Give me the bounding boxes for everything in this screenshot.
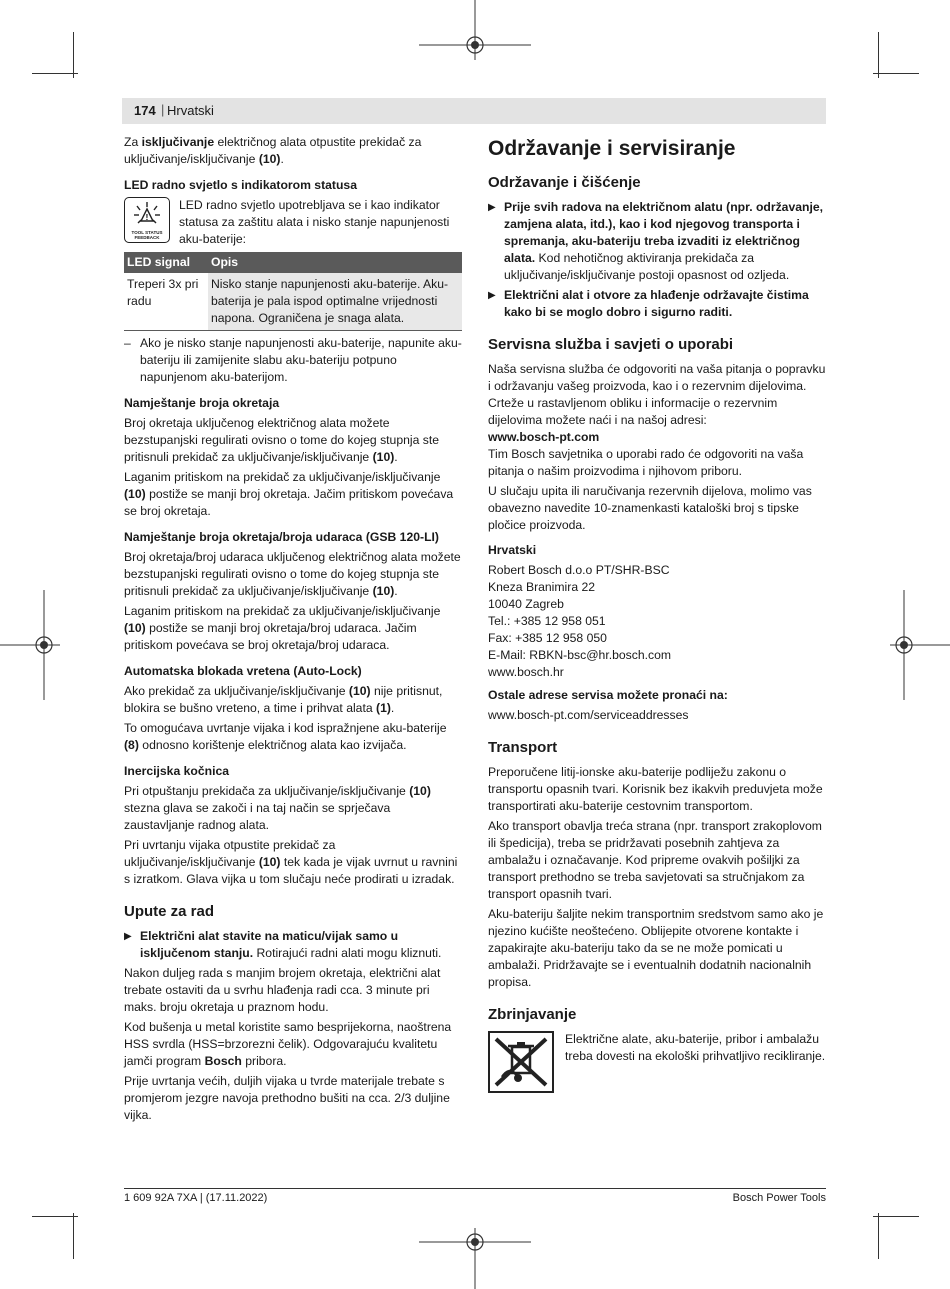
intro-paragraph: Za isključivanje električnog alata otpustite prekidač za uključivanje/isključivanje (10). [124,135,422,166]
crop-mark [873,73,919,74]
footer-doc-number: 1 609 92A 7XA | (17.11.2022) [124,1192,268,1204]
other-addresses-url[interactable]: www.bosch-pt.com/serviceaddresses [488,708,689,722]
transport-paragraph-3: Aku-bateriju šaljite nekim transportnim sredstvom samo ako je njezino kućište neoštećeno. Oblijepite otvorene kontakte i zapakirajte aku-bateriju tako da se ne može pomicati u ambalaži. Pridržavajte se i eventualnih dodatnih nacionalnih propisa. [488,907,824,989]
registration-mark-icon [419,0,531,60]
speed-paragraph-1: Broj okretaja uključenog električnog alata možete bezstupanjski regulirati ovisno o tome do kojeg stupnja ste pritisnuli prekidač za uključivanje/isključivanje (10). [124,416,440,464]
crop-mark [32,73,78,74]
address-line: Robert Bosch d.o.o PT/SHR-BSC [488,563,670,577]
impact-heading: Namještanje broja okretaja/broja udaraca (GSB 120-LI) [124,530,439,544]
work-heading: Upute za rad [124,903,215,920]
autolock-heading: Automatska blokada vretena (Auto-Lock) [124,664,362,678]
table-row [124,273,462,331]
autolock-paragraph-1: Ako prekidač za uključivanje/isključivanje (10) nije pritisnut, blokira se bušno vreteno, a time i prihvat alata (1). [124,684,443,715]
crop-mark [873,1216,919,1217]
weee-crossed-bin-icon [488,1031,554,1093]
bullet-arrow-icon: ▶ [124,931,132,942]
crop-mark [878,1213,879,1259]
bullet-arrow-icon: ▶ [488,290,496,301]
led-heading: LED radno svjetlo s indikatorom statusa [124,178,357,192]
impact-paragraph-2: Laganim pritiskom na prekidač za uključivanje/isključivanje (10) postiže se manji broj okretaja/broj udaraca. Jačim pritiskom povećava se broj okretaja/broj udaraca. [124,604,441,652]
service-address [488,562,826,681]
disposal-text: Električne alate, aku-baterije, pribor i ambalažu treba dovesti na ekološki prihvatljivo recikliranje. [565,1032,826,1063]
address-line[interactable]: www.bosch.hr [488,665,564,679]
crop-mark [32,1216,78,1217]
speed-paragraph-2: Laganim pritiskom na prekidač za uključivanje/isključivanje (10) postiže se manji broj okretaja. Jačim pritiskom povećava se broj okretaja. [124,470,454,518]
header-language: Hrvatski [167,103,214,118]
disposal-heading: Zbrinjavanje [488,1006,577,1023]
work-paragraph-1: Nakon duljeg rada s manjim brojem okretaja, električni alat trebate ostaviti da u svrhu hlađenja radi cca. 3 minute pri maks. broju okretaja u praznom hodu. [124,966,441,1014]
battery-note: – Ako je nisko stanje napunjenosti aku-baterije, napunite aku-bateriju ili zamijenite slabu aku-bateriju potpuno napunjenom aku-baterijom. [124,336,462,384]
transport-heading: Transport [488,739,558,756]
brake-heading: Inercijska kočnica [124,764,230,778]
table-cell-description: Nisko stanje napunjenosti aku-baterije. Aku-baterija je pala ispod optimalne vrijednosti napona. Ograničena je snaga alata. [208,273,462,331]
service-url[interactable]: www.bosch-pt.com [488,430,600,444]
impact-paragraph-1: Broj okretaja/broj udaraca uključenog električnog alata možete bezstupanjski regulirati ovisno o tome do kojeg stupnja ste pritisnuli prekidač za uključivanje/isključivanje (10). [124,550,461,598]
page-header [122,98,826,124]
led-signal-table [124,252,462,331]
other-addresses-label: Ostale adrese servisa možete pronaći na: [488,688,728,702]
crop-mark [878,32,879,78]
footer-divider [124,1188,826,1189]
cleaning-bullet-2: ▶ Električni alat i otvore za hlađenje održavajte čistima kako bi se moglo dobro i sigurno raditi. [488,288,809,319]
crop-mark [73,1213,74,1259]
crop-mark [73,32,74,78]
country-heading: Hrvatski [488,543,537,557]
address-line: 10040 Zagreb [488,597,564,611]
table-cell-signal: Treperi 3x pri radu [124,273,208,331]
speed-heading: Namještanje broja okretaja [124,396,280,410]
right-column [488,134,826,1093]
transport-paragraph-1: Preporučene litij-ionske aku-baterije podliježu zakonu o transportu opasnih tvari. Korisnik bez ikakvih preduvjeta može transportirati aku-baterije cestovnim transportom. [488,765,823,813]
header-separator: | [161,102,165,117]
service-heading: Servisna služba i savjeti o uporabi [488,336,734,353]
table-header-description: Opis [208,252,462,273]
address-line[interactable]: E-Mail: RBKN-bsc@hr.bosch.com [488,648,672,662]
cleaning-bullet-1: ▶ Prije svih radova na električnom alatu (npr. održavanje, zamjena alata, itd.), kao i kod njegovog transporta i spremanja, aku-bateriju treba izvaditi iz električnog alata. Kod nehotičnog aktiviranja prekidača za uključivanje/isključivanje postoji opasnost od ozljeda. [488,200,824,282]
disposal-info [488,1031,826,1093]
service-paragraph-2: Tim Bosch savjetnika o uporabi rado će odgovoriti na vaša pitanja o našim proizvodima i njihovom priboru. [488,447,804,478]
section-title: Održavanje i servisiranje [488,137,736,160]
cleaning-heading: Održavanje i čišćenje [488,174,641,191]
address-line: Kneza Branimira 22 [488,580,596,594]
tool-status-feedback-icon [124,197,170,243]
registration-mark-icon [419,1228,531,1289]
brake-paragraph-2: Pri uvrtanju vijaka otpustite prekidač za uključivanje/isključivanje (10) tek kada je vijak uvrnut u ravnini s izratkom. Glava vijka u tom slučaju neće prodirati u izradak. [124,838,458,886]
led-info [124,197,462,248]
work-bullet: ▶ Električni alat stavite na maticu/vijak samo u isključenom stanju. Rotirajući radni alati mogu kliznuti. [124,929,442,960]
address-line: Fax: +385 12 958 050 [488,631,607,645]
svg-text:!: ! [145,213,149,222]
table-header-signal: LED signal [124,252,208,273]
brake-paragraph-1: Pri otpuštanju prekidača za uključivanje/isključivanje (10) stezna glava se zakoči i na taj način se sprječava zaustavljanje radnog alata. [124,784,431,832]
service-paragraph-3: U slučaju upita ili naručivanja rezervnih dijelova, molimo vas obavezno navedite 10-znamenkasti kataloški broj s tipske pločice proizvoda. [488,484,812,532]
address-line: Tel.: +385 12 958 051 [488,614,606,628]
work-paragraph-2: Kod bušenja u metal koristite samo besprijekorna, naoštrena HSS svrdla (HSS=brzorezni čelik). Odgovarajuću kvalitetu jamči program Bosch pribora. [124,1020,452,1068]
autolock-paragraph-2: To omogućava uvrtanje vijaka i kod ispražnjene aku-baterije (8) odnosno korištenje električnog alata kao izvijača. [124,721,447,752]
bullet-arrow-icon: ▶ [488,202,496,213]
page-number: 174 [134,103,156,118]
registration-mark-icon [0,590,60,700]
footer-brand: Bosch Power Tools [732,1192,826,1204]
registration-mark-icon [890,590,950,700]
work-paragraph-3: Prije uvrtanja većih, duljih vijaka u tvrde materijale trebate s promjerom jezgre navoja prethodno bušiti na cca. 2/3 duljine vijka. [124,1074,450,1122]
led-icon-caption: TOOL STATUS FEEDBACK [131,230,163,240]
transport-paragraph-2: Ako transport obavlja treća strana (npr. transport zrakoplovom ili špedicija), treba se pridržavati posebnih zahtjeva za ambalažu i označavanje. Kod pripreme ovakvih pošiljki za transport prethodno se treba savjetovati sa stručnjakom za transport opasnih tvari. [488,819,822,901]
left-column [124,134,462,1127]
led-description: LED radno svjetlo upotrebljava se i kao indikator statusa za zaštitu alata i nisko stanje napunjenosti aku-baterije: [179,198,450,246]
service-paragraph-1: Naša servisna služba će odgovoriti na vaša pitanja o popravku i održavanju vašeg proizvoda, kao i o rezervnim dijelovima. Crteže u rastavljenom obliku i informacije o rezervnim dijelovima možete naći i na našoj adresi: [488,362,826,427]
